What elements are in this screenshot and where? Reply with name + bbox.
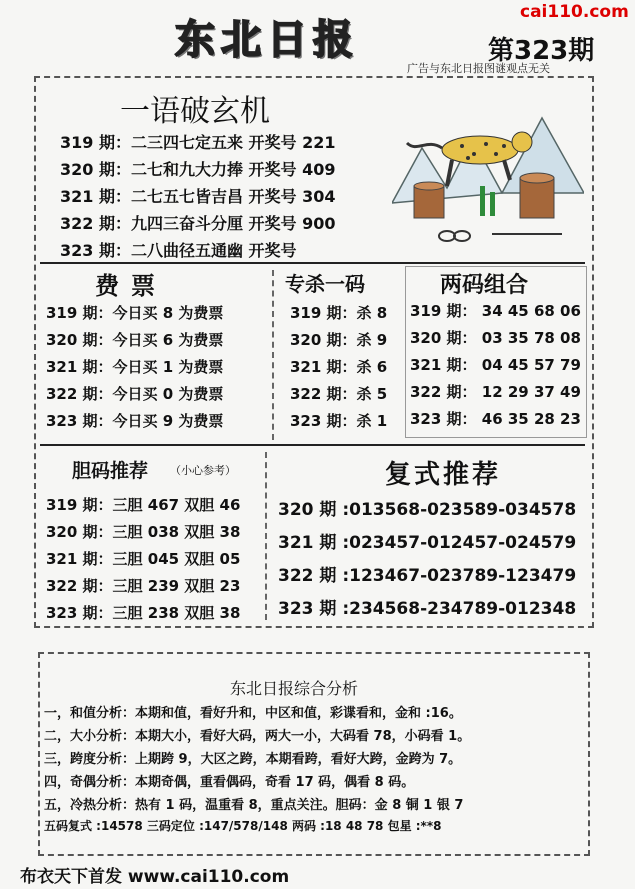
masthead-title: 东北日报 xyxy=(175,16,359,63)
liangma-list xyxy=(410,300,581,435)
yiyu-title: 一语破玄机 xyxy=(120,94,270,129)
danma-list xyxy=(46,494,240,629)
yiyu-list xyxy=(60,130,336,265)
cheetah-illustration xyxy=(392,108,584,248)
list-item: 321 期：二七五七皆吉昌 开奖号 304 xyxy=(60,187,336,206)
column-divider xyxy=(265,452,267,620)
list-item: 四，奇偶分析：本期奇偶，重看偶码，奇看 17 码，偶看 8 码。 xyxy=(44,775,415,790)
list-item: 319 期：今日买 8 为费票 xyxy=(46,304,224,322)
list-item: 320 期：三胆 038 双胆 38 xyxy=(46,523,241,541)
feipiao-title: 费票 xyxy=(95,272,167,300)
list-item: 322 期：三胆 239 双胆 23 xyxy=(46,577,241,595)
list-item: 323 期 :234568-234789-012348 xyxy=(278,599,577,619)
list-item: 320 期：杀 9 xyxy=(290,331,388,349)
list-item: 319 期：二三四七定五来 开奖号 221 xyxy=(60,133,336,152)
danma-title: 胆码推荐 xyxy=(72,460,149,482)
list-item: 一，和值分析：本期和值，看好升和，中区和值，彩谍看和，金和 :16。 xyxy=(44,706,462,721)
section-divider xyxy=(40,262,585,264)
list-item: 320 期：二七和九大力捧 开奖号 409 xyxy=(60,160,336,179)
list-item: 323 期： 46 35 28 23 xyxy=(410,410,581,428)
list-item: 320 期：今日买 6 为费票 xyxy=(46,331,224,349)
list-item: 322 期：杀 5 xyxy=(290,385,388,403)
list-item: 322 期 :123467-023789-123479 xyxy=(278,566,577,586)
list-item: 323 期：杀 1 xyxy=(290,412,388,430)
list-item: 320 期 :013568-023589-034578 xyxy=(278,500,577,520)
list-item: 三，跨度分析：上期跨 9，大区之跨，本期看跨，看好大跨，金跨为 7。 xyxy=(44,752,462,767)
site-link[interactable]: cai110.com xyxy=(520,2,629,22)
list-item: 321 期：今日买 1 为费票 xyxy=(46,358,224,376)
list-item: 323 期：二八曲径五通幽 开奖号 xyxy=(60,241,297,260)
list-item: 321 期 :023457-012457-024579 xyxy=(278,533,577,553)
liangma-title: 两码组合 xyxy=(440,273,529,298)
list-item: 321 期： 04 45 57 79 xyxy=(410,356,581,374)
danma-note: （小心参考） xyxy=(170,464,236,477)
list-item: 323 期：今日买 9 为费票 xyxy=(46,412,224,430)
list-item: 322 期：九四三奋斗分厘 开奖号 900 xyxy=(60,214,336,233)
analysis-list xyxy=(44,702,470,840)
fushi-title: 复式推荐 xyxy=(385,460,502,490)
disclaimer-text: 广告与东北日报图谜观点无关 xyxy=(407,62,550,75)
list-item: 319 期：杀 8 xyxy=(290,304,388,322)
zhuansha-title: 专杀一码 xyxy=(285,272,365,296)
feipiao-list xyxy=(46,302,223,437)
list-item: 319 期： 34 45 68 06 xyxy=(410,302,581,320)
list-item: 321 期：三胆 045 双胆 05 xyxy=(46,550,241,568)
list-item: 320 期： 03 35 78 08 xyxy=(410,329,581,347)
list-item: 321 期：杀 6 xyxy=(290,358,388,376)
footer-text: 布衣天下首发 www.cai110.com xyxy=(20,867,290,887)
list-item: 五码复式 :14578 三码定位 :147/578/148 两码 :18 48 78 包星 :**8 xyxy=(44,819,442,833)
list-item: 二，大小分析：本期大小，看好大码，两大一小，大码看 78，小码看 1。 xyxy=(44,729,471,744)
list-item: 五，冷热分析：热有 1 码，温重看 8，重点关注。胆码：金 8 铜 1 银 7 xyxy=(44,798,464,813)
zhuansha-list xyxy=(290,302,387,437)
issue-number: 第323期 xyxy=(488,36,595,66)
list-item: 322 期：今日买 0 为费票 xyxy=(46,385,224,403)
fushi-list xyxy=(278,495,576,627)
list-item: 323 期：三胆 238 双胆 38 xyxy=(46,604,241,622)
section-divider xyxy=(40,444,585,446)
analysis-title: 东北日报综合分析 xyxy=(230,679,359,698)
column-divider xyxy=(272,270,274,440)
list-item: 322 期： 12 29 37 49 xyxy=(410,383,581,401)
list-item: 319 期：三胆 467 双胆 46 xyxy=(46,496,241,514)
